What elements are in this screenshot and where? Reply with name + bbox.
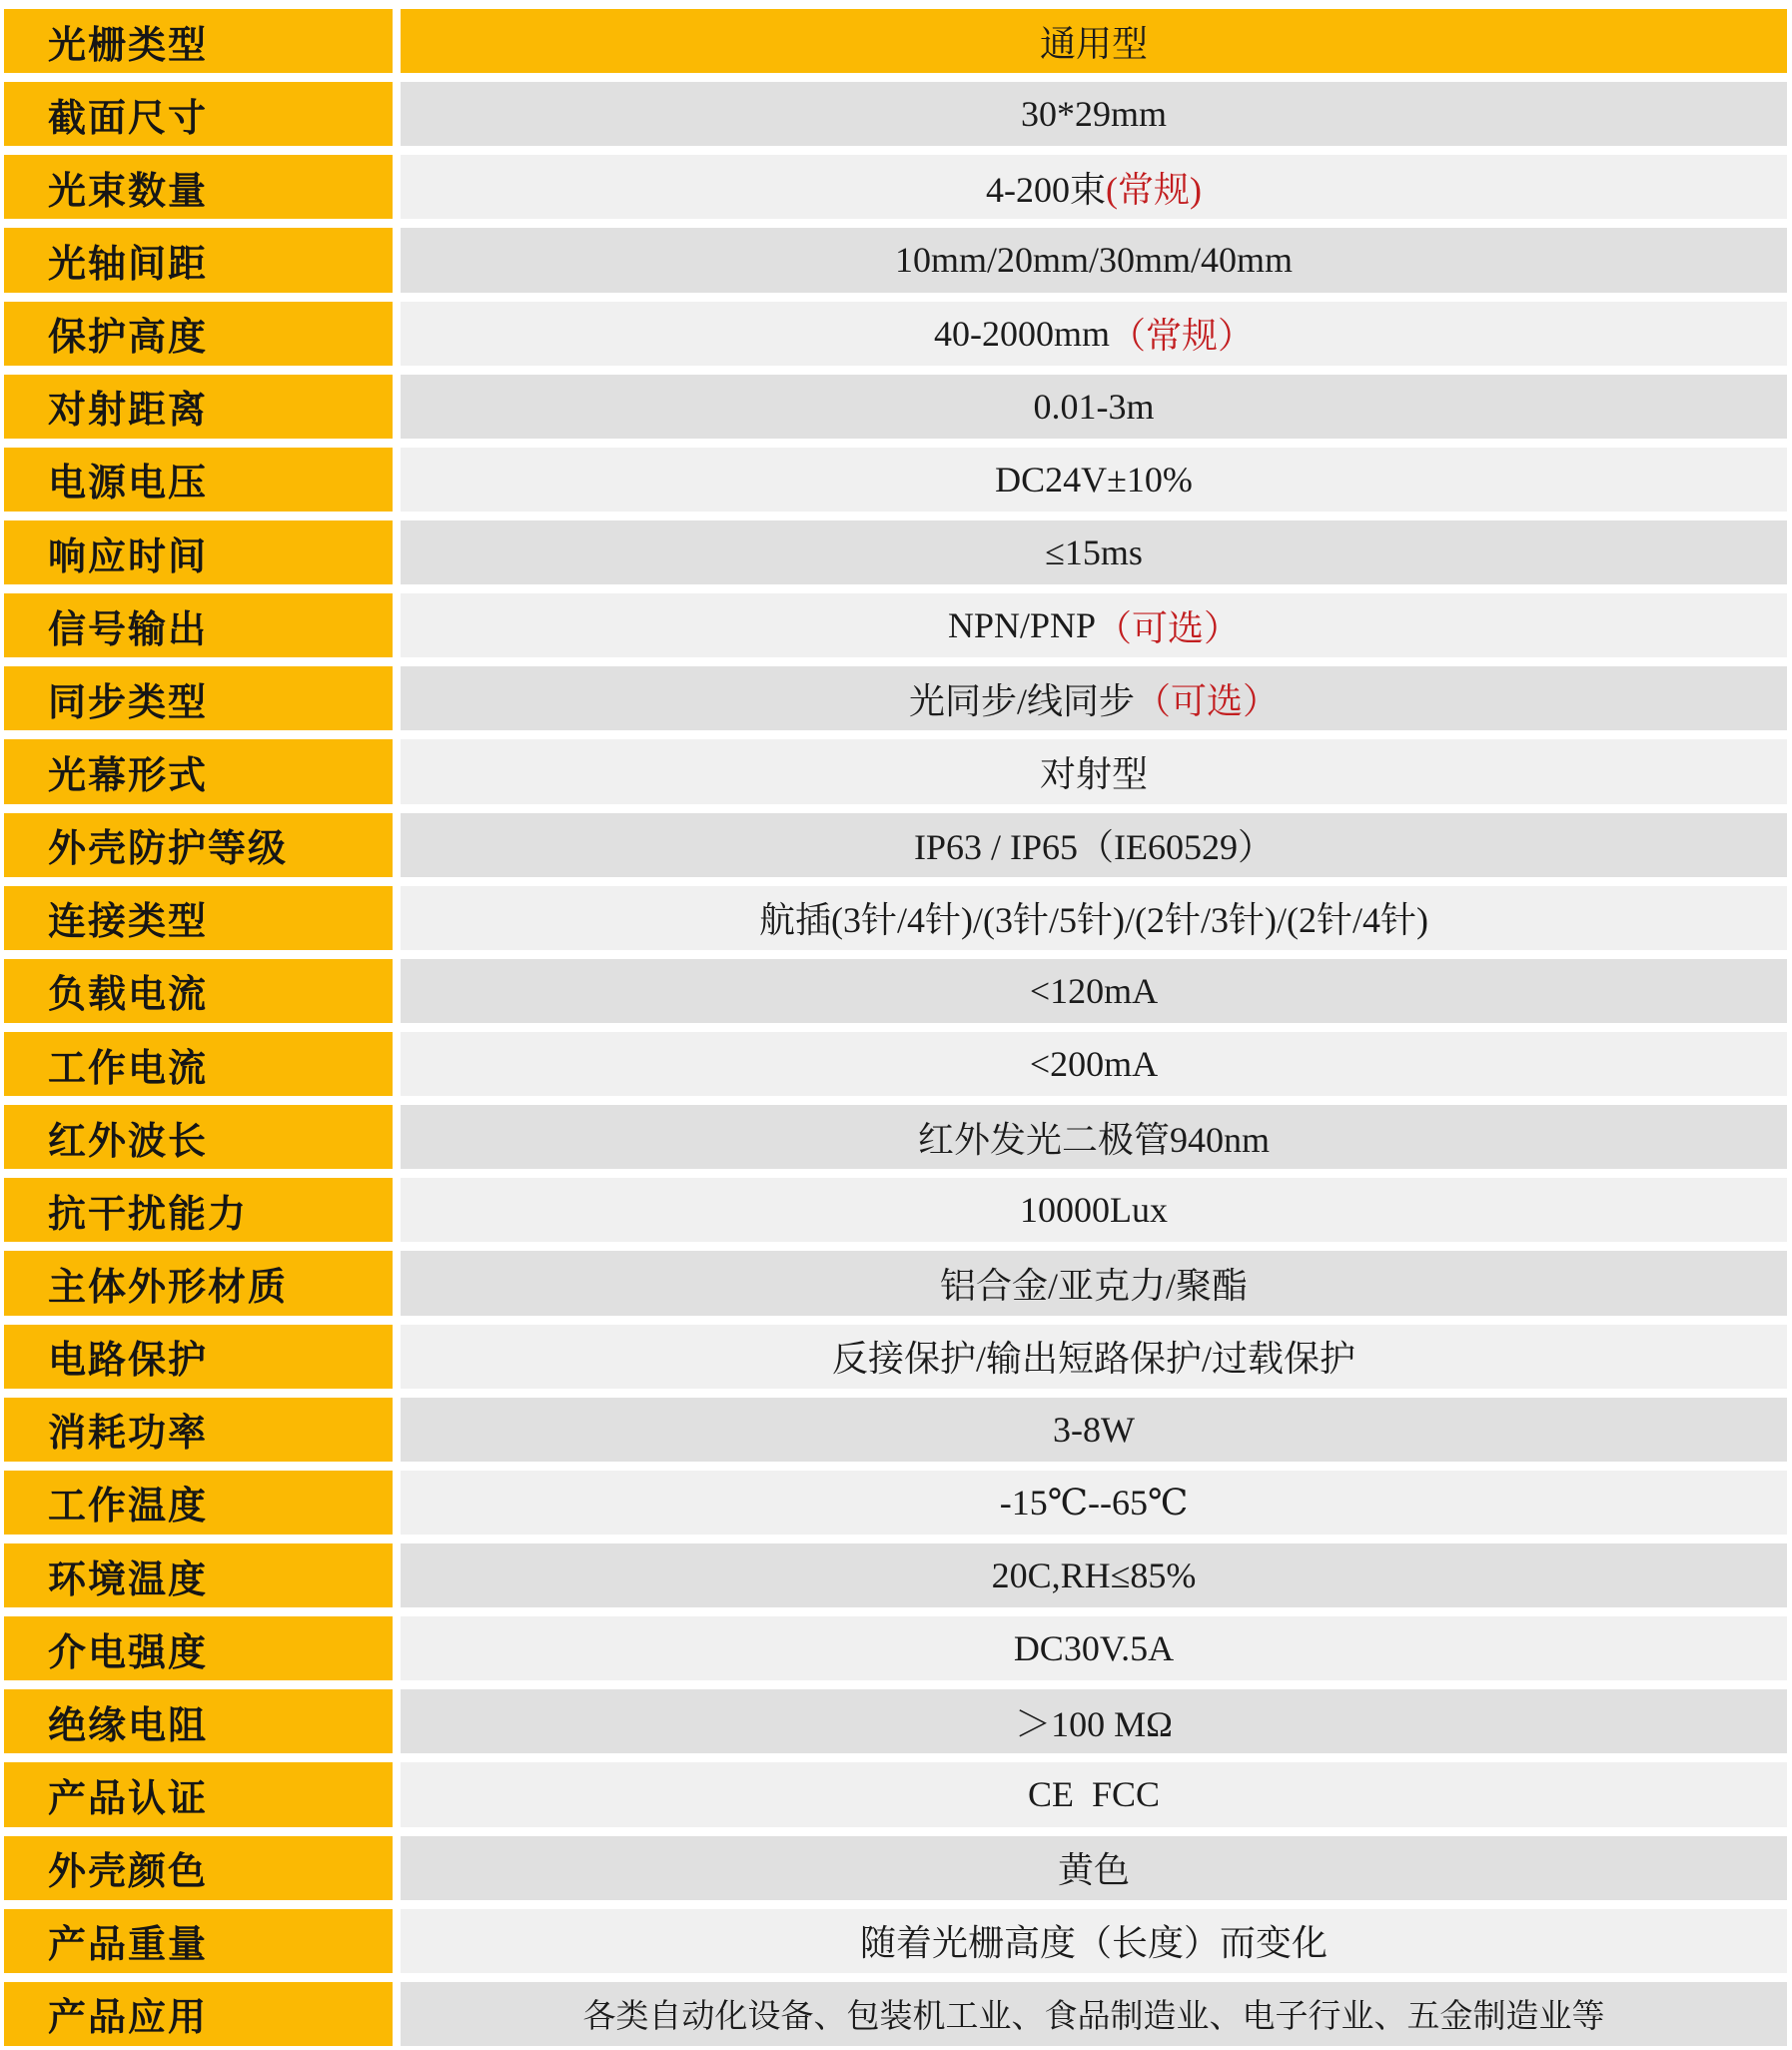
spec-row bbox=[4, 1689, 1787, 1753]
spec-row-value bbox=[401, 1398, 1787, 1462]
spec-row-value bbox=[401, 1982, 1787, 2046]
spec-row-label: 信号输出 bbox=[4, 593, 393, 657]
spec-row-label: 产品应用 bbox=[4, 1982, 393, 2046]
spec-row bbox=[4, 520, 1787, 584]
spec-value-segment: （可选） bbox=[1096, 607, 1241, 648]
spec-row-value bbox=[401, 739, 1787, 803]
spec-value-segment: (常规) bbox=[1106, 169, 1202, 210]
spec-row-label: 绝缘电阻 bbox=[4, 1689, 393, 1753]
spec-row-label: 光轴间距 bbox=[4, 228, 393, 292]
spec-row bbox=[4, 1398, 1787, 1462]
spec-row-label: 负载电流 bbox=[4, 959, 393, 1023]
spec-row bbox=[4, 666, 1787, 730]
spec-row-label: 保护高度 bbox=[4, 302, 393, 366]
spec-value-segment: 20C,RH≤85% bbox=[991, 1555, 1197, 1596]
spec-row-value bbox=[401, 1689, 1787, 1753]
spec-row-value bbox=[401, 155, 1787, 219]
spec-row-label: 光幕形式 bbox=[4, 739, 393, 803]
spec-row bbox=[4, 1471, 1787, 1535]
spec-row-value bbox=[401, 520, 1787, 584]
spec-row bbox=[4, 1178, 1787, 1242]
spec-row-label: 产品重量 bbox=[4, 1909, 393, 1973]
spec-row-value bbox=[401, 1762, 1787, 1826]
spec-row-label: 工作温度 bbox=[4, 1471, 393, 1535]
spec-row-label: 对射距离 bbox=[4, 375, 393, 439]
spec-value-segment: 4-200束 bbox=[986, 169, 1106, 210]
spec-value-segment: 红外发光二极管940nm bbox=[917, 1119, 1270, 1160]
spec-row bbox=[4, 813, 1787, 877]
spec-row-label: 同步类型 bbox=[4, 666, 393, 730]
spec-row-label: 连接类型 bbox=[4, 886, 393, 950]
spec-value-segment: 0.01-3m bbox=[1033, 386, 1155, 427]
spec-value-segment: 40-2000mm bbox=[933, 313, 1110, 354]
spec-value-segment: ＞100 MΩ bbox=[1015, 1703, 1173, 1744]
spec-row-label: 红外波长 bbox=[4, 1105, 393, 1169]
spec-value-segment: 对射型 bbox=[1039, 753, 1148, 794]
spec-row-label: 介电强度 bbox=[4, 1616, 393, 1680]
spec-row bbox=[4, 886, 1787, 950]
spec-value-segment: 3-8W bbox=[1053, 1409, 1135, 1450]
spec-value-segment: ≤15ms bbox=[1045, 532, 1143, 573]
spec-value-segment: 航插(3针/4针)/(3针/5针)/(2针/3针)/(2针/4针) bbox=[759, 900, 1428, 941]
spec-value-segment: 30*29mm bbox=[1020, 94, 1167, 135]
spec-row-label: 光栅类型 bbox=[4, 9, 393, 73]
spec-value-segment: NPN/PNP bbox=[947, 605, 1097, 646]
spec-row bbox=[4, 302, 1787, 366]
spec-value-segment: -15℃--65℃ bbox=[999, 1482, 1189, 1523]
spec-row bbox=[4, 448, 1787, 512]
spec-value-segment: （常规） bbox=[1109, 316, 1254, 357]
spec-row-value bbox=[401, 593, 1787, 657]
spec-value-segment: <120mA bbox=[1029, 970, 1159, 1011]
spec-row bbox=[4, 155, 1787, 219]
spec-row bbox=[4, 1325, 1787, 1389]
spec-value-segment: CE FCC bbox=[1027, 1774, 1161, 1815]
spec-row-value bbox=[401, 1325, 1787, 1389]
spec-value-segment: 各类自动化设备、包装机工业、食品制造业、电子行业、五金制造业等 bbox=[582, 1999, 1605, 2036]
spec-row-value bbox=[401, 375, 1787, 439]
spec-value-segment: DC30V.5A bbox=[1013, 1628, 1175, 1669]
spec-row bbox=[4, 593, 1787, 657]
spec-row bbox=[4, 1836, 1787, 1900]
spec-row-label: 环境温度 bbox=[4, 1543, 393, 1607]
spec-row-label: 电源电压 bbox=[4, 448, 393, 512]
spec-row bbox=[4, 9, 1787, 73]
spec-row-label: 产品认证 bbox=[4, 1762, 393, 1826]
spec-row-value bbox=[401, 1471, 1787, 1535]
spec-row-value bbox=[401, 886, 1787, 950]
spec-row bbox=[4, 1032, 1787, 1096]
spec-row-value bbox=[401, 1543, 1787, 1607]
spec-row-value bbox=[401, 959, 1787, 1023]
spec-row bbox=[4, 1616, 1787, 1680]
spec-row-value bbox=[401, 813, 1787, 877]
spec-row-value bbox=[401, 448, 1787, 512]
spec-row bbox=[4, 1251, 1787, 1315]
spec-value-segment: <200mA bbox=[1029, 1044, 1159, 1085]
spec-value-segment: 光同步/线同步 bbox=[908, 680, 1135, 721]
spec-row-label: 截面尺寸 bbox=[4, 82, 393, 146]
spec-row-value bbox=[401, 1251, 1787, 1315]
spec-row bbox=[4, 228, 1787, 292]
spec-row bbox=[4, 82, 1787, 146]
spec-value-segment: DC24V±10% bbox=[995, 459, 1193, 500]
spec-row-value bbox=[401, 1105, 1787, 1169]
spec-row-label: 外壳颜色 bbox=[4, 1836, 393, 1900]
spec-value-segment: 黄色 bbox=[1057, 1850, 1130, 1891]
spec-row bbox=[4, 959, 1787, 1023]
spec-row-value bbox=[401, 82, 1787, 146]
spec-row bbox=[4, 1105, 1787, 1169]
spec-row-value bbox=[401, 302, 1787, 366]
spec-row-value bbox=[401, 1178, 1787, 1242]
spec-row-value bbox=[401, 228, 1787, 292]
spec-row-label: 光束数量 bbox=[4, 155, 393, 219]
spec-row bbox=[4, 1909, 1787, 1973]
spec-row-label: 外壳防护等级 bbox=[4, 813, 393, 877]
spec-value-segment: 通用型 bbox=[1039, 23, 1148, 64]
spec-row-label: 电路保护 bbox=[4, 1325, 393, 1389]
spec-row-label: 主体外形材质 bbox=[4, 1251, 393, 1315]
spec-table bbox=[4, 9, 1787, 2046]
spec-row-value bbox=[401, 1616, 1787, 1680]
spec-row bbox=[4, 739, 1787, 803]
spec-row-label: 工作电流 bbox=[4, 1032, 393, 1096]
spec-value-segment: 随着光栅高度（长度）而变化 bbox=[859, 1923, 1328, 1964]
spec-row-value bbox=[401, 1032, 1787, 1096]
spec-row bbox=[4, 375, 1787, 439]
spec-value-segment: 10mm/20mm/30mm/40mm bbox=[894, 240, 1294, 281]
spec-value-segment: 铝合金/亚克力/聚酯 bbox=[939, 1265, 1248, 1306]
spec-value-segment: （可选） bbox=[1135, 680, 1280, 721]
spec-row-value bbox=[401, 1909, 1787, 1973]
spec-row-value bbox=[401, 9, 1787, 73]
spec-value-segment: 反接保护/输出短路保护/过载保护 bbox=[831, 1339, 1355, 1380]
spec-row-value bbox=[401, 666, 1787, 730]
spec-value-segment: IP63 / IP65（IE60529） bbox=[913, 827, 1274, 868]
spec-row-value bbox=[401, 1836, 1787, 1900]
spec-row bbox=[4, 1982, 1787, 2046]
spec-row bbox=[4, 1762, 1787, 1826]
spec-row-label: 消耗功率 bbox=[4, 1398, 393, 1462]
spec-row bbox=[4, 1543, 1787, 1607]
spec-row-label: 响应时间 bbox=[4, 520, 393, 584]
spec-value-segment: 10000Lux bbox=[1020, 1190, 1168, 1231]
spec-row-label: 抗干扰能力 bbox=[4, 1178, 393, 1242]
